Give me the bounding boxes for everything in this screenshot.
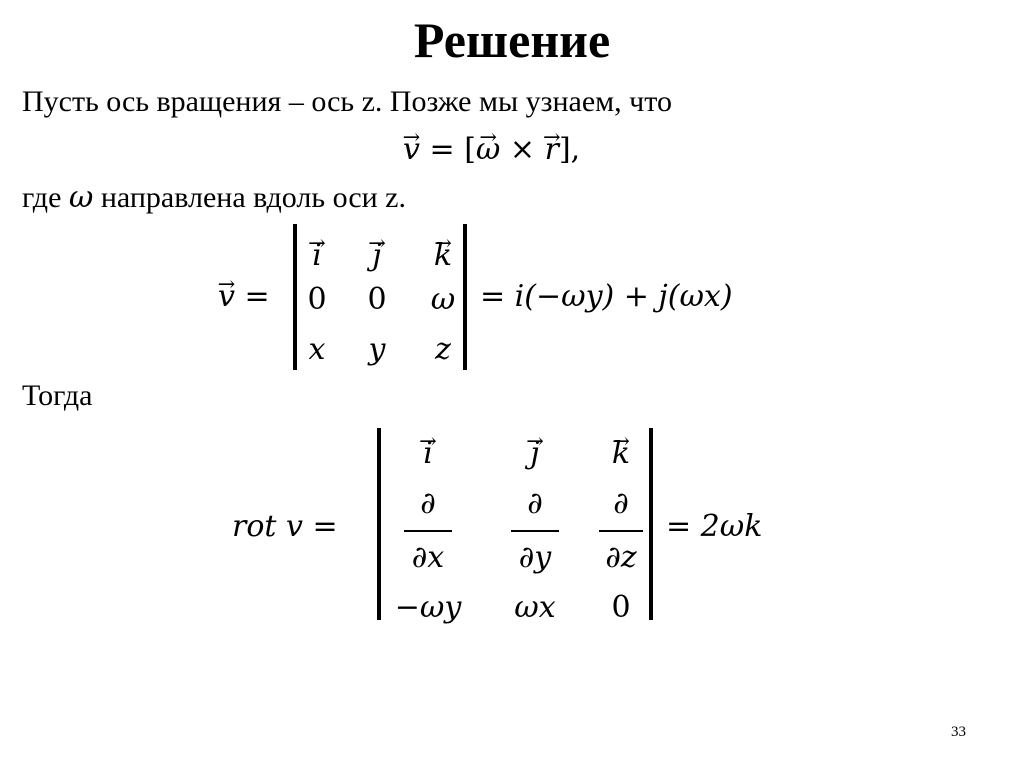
det1-right-bar — [463, 224, 467, 370]
det2-right-bar — [649, 428, 653, 620]
then-text: Тогда — [22, 379, 93, 412]
det2-left-bar — [377, 428, 381, 620]
det2-cell-r3c1: −ωy — [394, 590, 462, 625]
det1-cell-r3c3: z — [435, 332, 451, 367]
det2-num-2: ∂ — [527, 486, 543, 521]
formula-v-vector: → v — [403, 132, 420, 168]
where-prefix: где — [22, 181, 69, 214]
det1-cell-r2c3: ω — [430, 282, 456, 317]
det1-cell-r2c1: 0 — [307, 282, 327, 317]
formula-eq: = — [429, 132, 455, 167]
det2-num-3: ∂ — [613, 486, 629, 521]
page-number: 33 — [951, 724, 966, 740]
where-text — [22, 180, 406, 216]
det1-cell-j: → j — [362, 238, 392, 274]
det2-cell-r3c2: ωx — [514, 590, 556, 625]
det1-cell-r3c2: y — [368, 332, 386, 367]
formula-r-vector: → r — [545, 132, 559, 168]
det1-cell-i: → i — [302, 238, 332, 274]
formula-omega-vector: → ω — [476, 132, 500, 168]
det1-left-bar — [293, 224, 297, 370]
det2-cell-r3c3: 0 — [611, 590, 631, 625]
det1-cell-r2c2: 0 — [367, 282, 387, 317]
formula-close-bracket: ], — [558, 132, 581, 167]
det2-rhs: = 2ωk — [666, 509, 763, 544]
det2-cell-k: → k — [596, 436, 646, 472]
det2-eq: = — [312, 509, 338, 544]
det2-frac-line-3 — [599, 530, 643, 532]
det1-cell-r3c1: x — [308, 332, 326, 367]
det2-frac-line-2 — [511, 530, 559, 532]
det2-den-2: ∂y — [518, 540, 552, 575]
det2-lhs — [232, 509, 338, 545]
det2-rot-v: rot v — [232, 509, 303, 544]
det1-lhs — [218, 279, 270, 315]
det2-cell-j: → j — [510, 436, 560, 472]
det2-frac-line-1 — [404, 530, 452, 532]
slide-title: Решение — [413, 12, 611, 68]
where-omega: ω — [68, 180, 94, 215]
det2-num-1: ∂ — [420, 486, 436, 521]
det1-eq: = — [244, 279, 270, 314]
det2-cell-i: → i — [403, 436, 453, 472]
formula-open-bracket: [ — [464, 132, 476, 167]
det1-cell-k: → k — [428, 238, 458, 274]
where-suffix: направлена вдоль оси z. — [93, 181, 407, 214]
det2-den-3: ∂z — [605, 540, 637, 575]
det1-rhs: = i(−ωy) + j(ωx) — [480, 279, 733, 314]
formula-times: × — [509, 132, 536, 167]
det2-den-1: ∂x — [411, 540, 445, 575]
det1-v-vector: → v — [218, 279, 235, 315]
intro-text: Пусть ось вращения – ось z. Позже мы узнаем, что — [22, 85, 672, 118]
formula-velocity — [403, 132, 580, 168]
